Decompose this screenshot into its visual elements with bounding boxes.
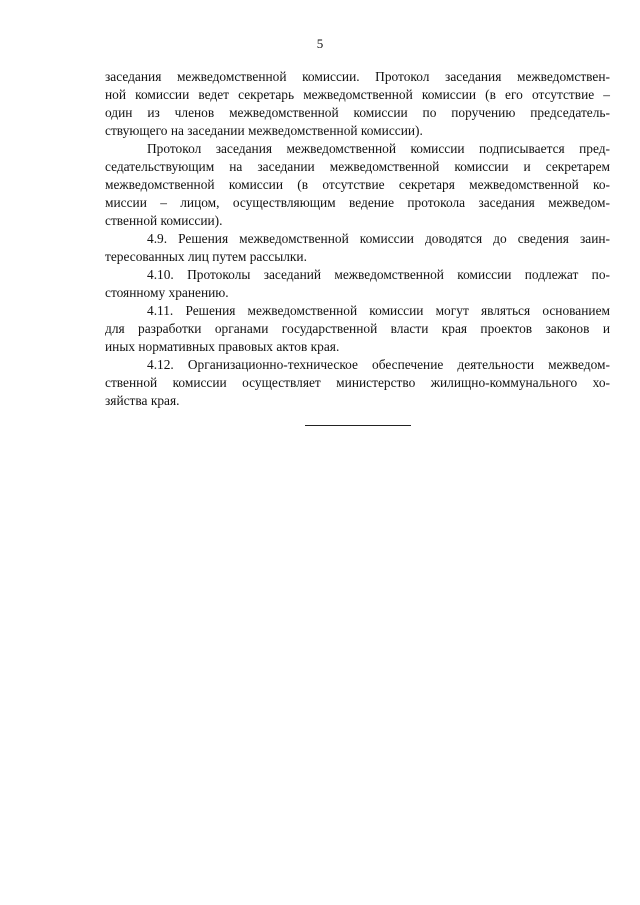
text-line: 4.12. Организационно-техническое обеспечение деятельности межведом- [147,357,610,372]
paragraph-protocol-continuation [105,68,610,140]
text-line: тересованных лиц путем рассылки. [105,249,307,264]
text-line: зяйства края. [105,393,180,408]
text-line: ной комиссии ведет секретарь межведомственной комиссии (в его отсутствие – [105,87,610,102]
text-line: седательствующим на заседании межведомственной комиссии и секретарем [105,159,610,174]
text-line: ственной комиссии осуществляет министерство жилищно-коммунального хо- [105,375,610,390]
paragraph-4-10 [105,266,610,302]
page-number: 5 [316,36,324,51]
paragraph-protocol-signing [105,140,610,230]
text-line: ствующего на заседании межведомственной комиссии). [105,123,423,138]
paragraph-4-12 [105,356,610,410]
text-line: миссии – лицом, осуществляющим ведение протокола заседания межведом- [105,195,610,210]
paragraph-4-11 [105,302,610,356]
text-line: один из членов межведомственной комиссии по поручению председатель- [105,105,610,120]
document-body [105,68,610,410]
text-line: иных нормативных правовых актов края. [105,339,340,354]
text-line: Протокол заседания межведомственной комиссии подписывается пред- [147,141,610,156]
text-line: 4.11. Решения межведомственной комиссии могут являться основанием [147,303,610,318]
text-line: 4.9. Решения межведомственной комиссии доводятся до сведения заин- [147,231,610,246]
text-line: стоянному хранению. [105,285,229,300]
text-line: межведомственной комиссии (в отсутствие секретаря межведомственной ко- [105,177,610,192]
text-line: ственной комиссии). [105,213,223,228]
text-line: 4.10. Протоколы заседаний межведомственной комиссии подлежат по- [147,267,610,282]
text-line: заседания межведомственной комиссии. Протокол заседания межведомствен- [105,69,610,84]
paragraph-4-9 [105,230,610,266]
end-separator-line [305,425,411,426]
text-line: для разработки органами государственной власти края проектов законов и [105,321,610,336]
